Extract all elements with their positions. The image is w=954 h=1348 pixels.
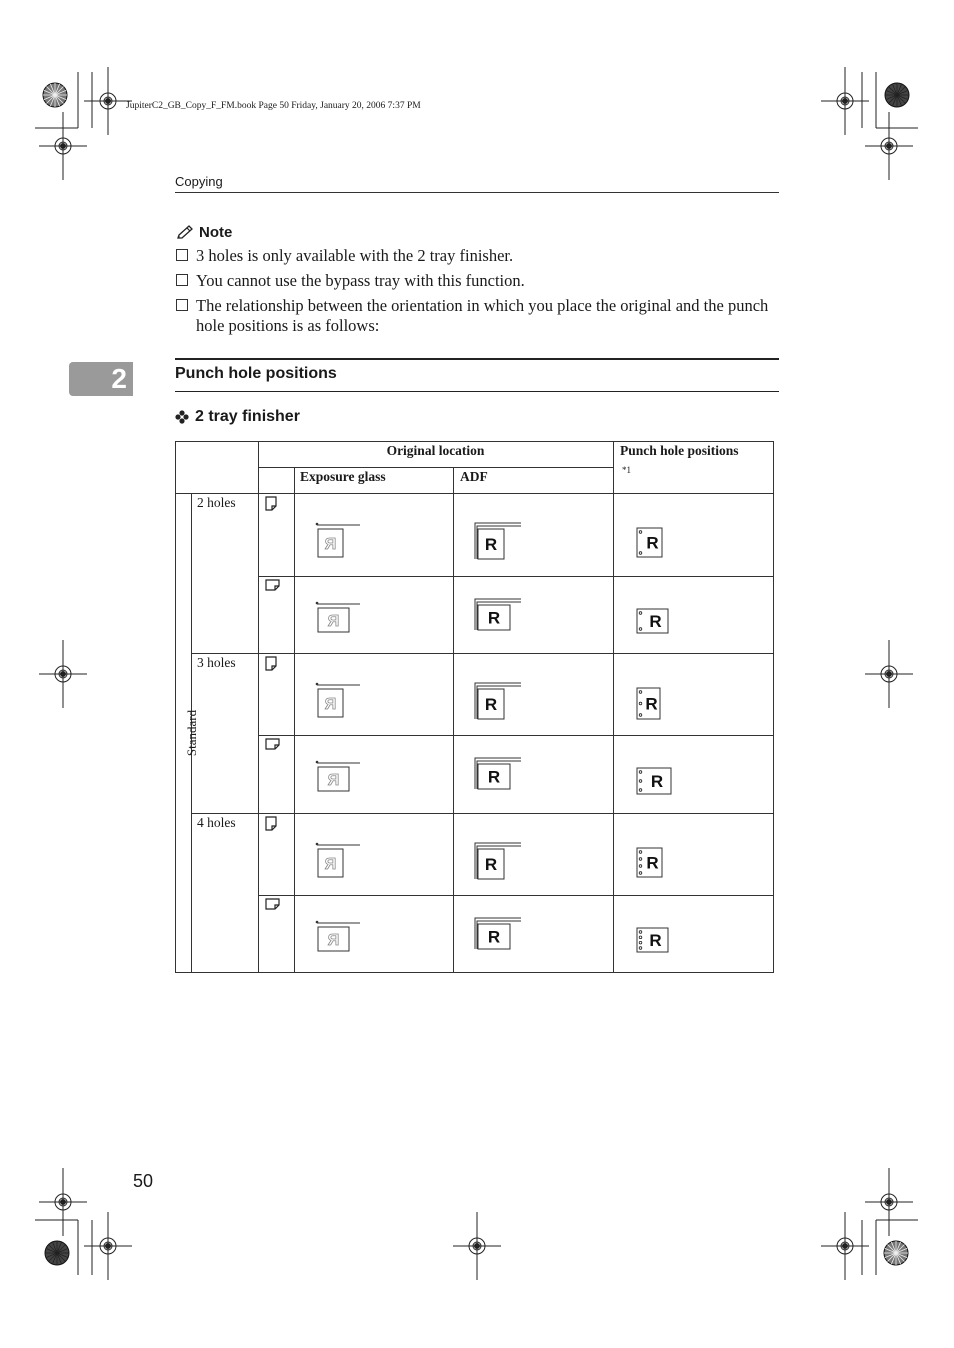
subsection-title: 2 tray finisher: [175, 408, 300, 426]
r-glyph: R: [484, 855, 498, 874]
mirrored-r-glyph: R: [324, 536, 337, 553]
r-glyph: R: [645, 694, 658, 714]
chapter-tab: 2: [69, 362, 133, 396]
header-punch-positions: Punch hole positions: [620, 443, 739, 458]
r-glyph: R: [649, 612, 662, 631]
landscape-orientation-icon: [266, 580, 279, 590]
note-item: 3 holes is only available with the 2 tray finisher.: [175, 246, 780, 266]
r-glyph: R: [487, 608, 501, 628]
mirrored-r-glyph: R: [327, 613, 340, 630]
r-glyph: R: [487, 927, 501, 947]
portrait-orientation-icon: [266, 817, 276, 830]
note-item: The relationship between the orientation in which you place the original and the punch hole positions is as follows:: [175, 296, 780, 336]
mirrored-r-glyph: R: [327, 772, 340, 789]
file-info-line: JupiterC2_GB_Copy_F_FM.book Page 50 Friday, January 20, 2006 7:37 PM: [126, 101, 421, 111]
corner-dot: [316, 523, 319, 526]
row-label-2-holes: 2 holes: [197, 495, 236, 510]
mirrored-r-glyph: R: [327, 932, 340, 949]
corner-dot: [316, 921, 319, 924]
running-header: Copying: [175, 174, 223, 189]
r-glyph: R: [646, 853, 659, 873]
r-glyph: R: [649, 931, 662, 950]
mirrored-r-glyph: R: [324, 696, 337, 713]
r-glyph: R: [646, 533, 659, 553]
side-label-standard: Standard: [184, 709, 199, 757]
landscape-orientation-icon: [266, 739, 279, 749]
page-number: 50: [133, 1171, 154, 1191]
note-title: Note: [199, 224, 233, 241]
r-glyph: R: [487, 767, 501, 787]
corner-dot: [316, 602, 319, 605]
r-glyph: R: [650, 772, 664, 791]
header-original-location: Original location: [386, 443, 485, 458]
r-glyph: R: [484, 535, 498, 554]
mirrored-r-glyph: R: [324, 856, 337, 873]
header-exposure-glass: Exposure glass: [300, 469, 386, 484]
row-label-3-holes: 3 holes: [197, 655, 236, 670]
r-glyph: R: [484, 695, 498, 714]
row-label-4-holes: 4 holes: [197, 815, 236, 830]
corner-dot: [316, 843, 319, 846]
header-adf: ADF: [460, 469, 488, 484]
footnote-mark: *1: [622, 465, 631, 475]
landscape-orientation-icon: [266, 899, 279, 909]
portrait-orientation-icon: [266, 497, 276, 510]
corner-dot: [316, 761, 319, 764]
section-title: Punch hole positions: [175, 365, 337, 382]
corner-dot: [316, 683, 319, 686]
portrait-orientation-icon: [266, 657, 276, 670]
note-item: You cannot use the bypass tray with this function.: [175, 271, 780, 291]
